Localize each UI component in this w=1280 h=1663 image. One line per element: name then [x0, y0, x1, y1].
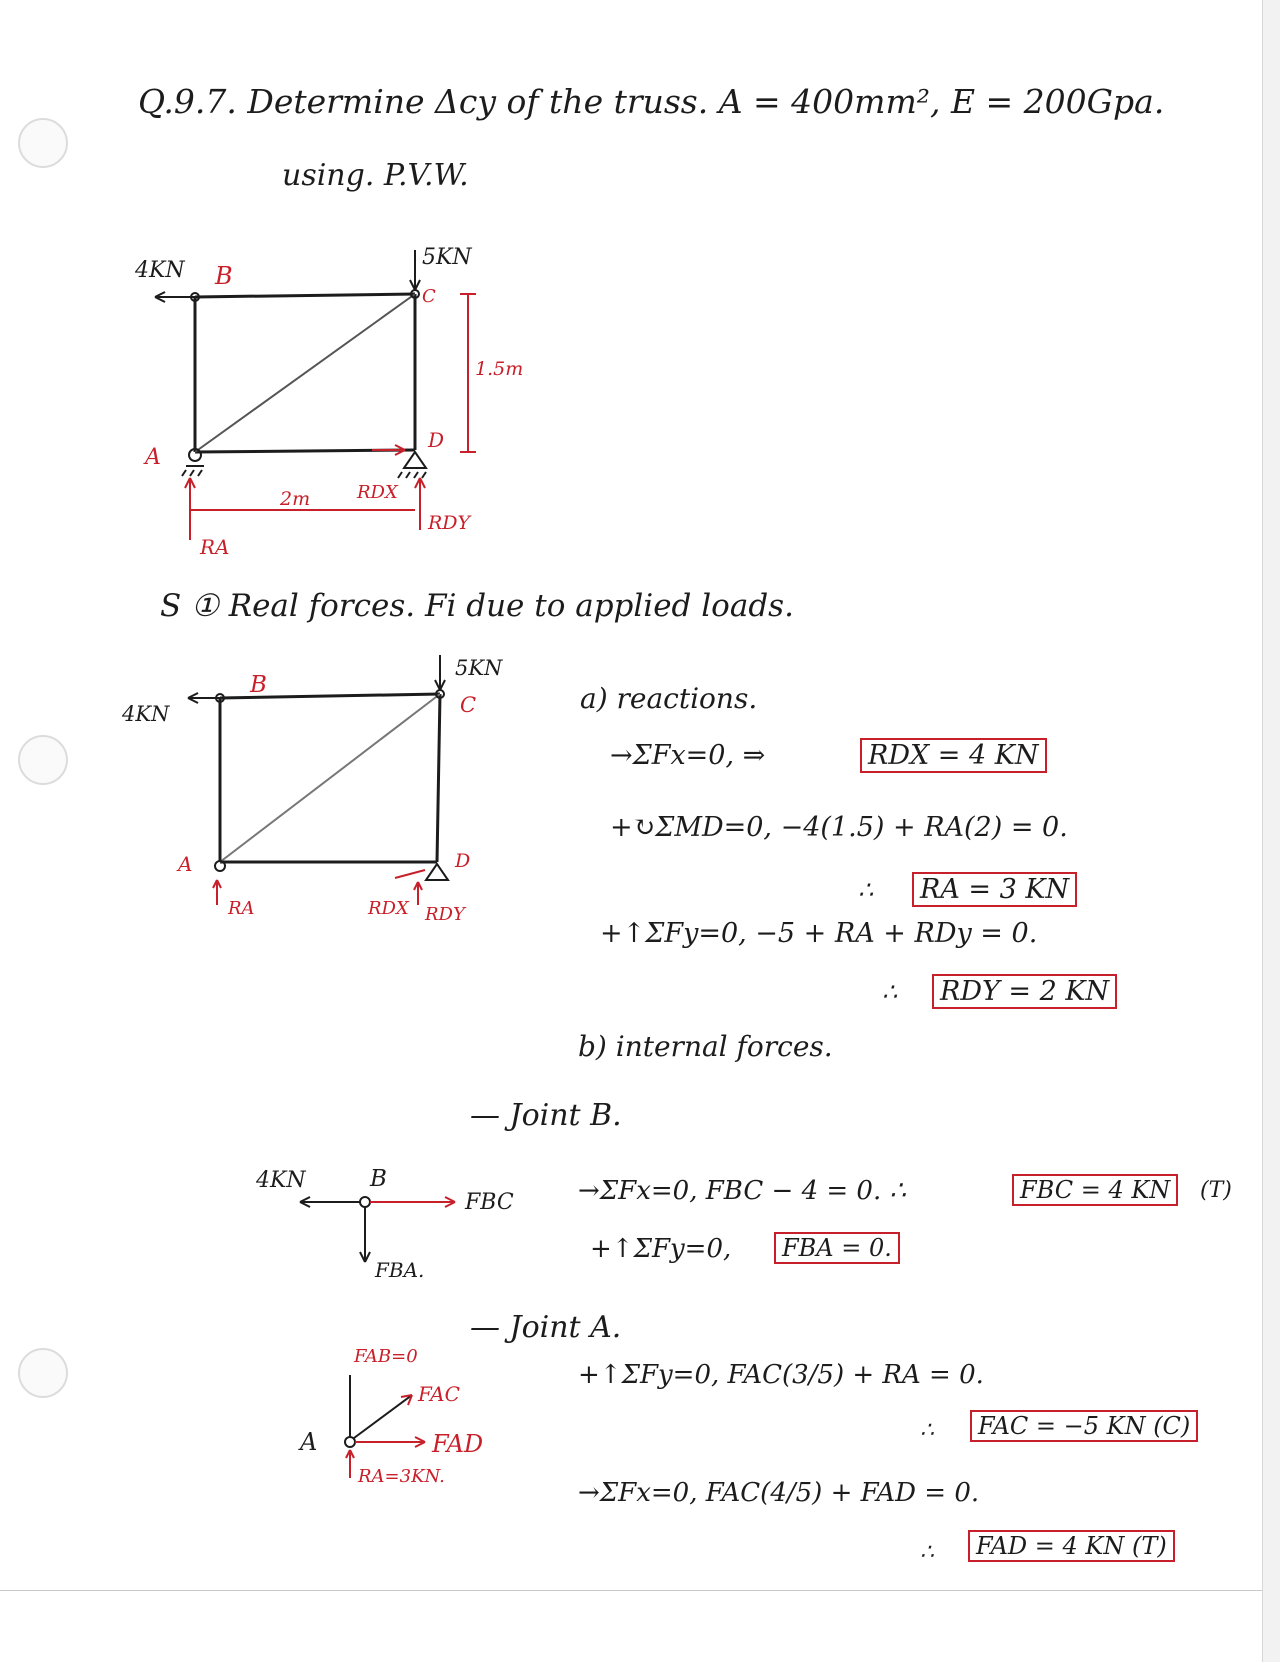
height-label: 1.5m — [475, 358, 524, 380]
jb-load-label: 4KN — [256, 1168, 306, 1193]
jb-sum-fy-eq: +↑ΣFy=0, — [590, 1234, 732, 1264]
ja-fad-label: FAD — [432, 1430, 484, 1458]
load-b-label: 4KN — [135, 258, 185, 283]
ja-ra-label: RA=3KN. — [358, 1466, 445, 1487]
ra-label: RA — [228, 898, 255, 919]
fad-result: FAD = 4 KN (T) — [968, 1530, 1175, 1562]
sum-fy-eq: +↑ΣFy=0, −5 + RA + RDy = 0. — [600, 918, 1038, 949]
jb-fba-label: FBA. — [375, 1258, 425, 1282]
joint-a-icon — [345, 1437, 355, 1447]
rdy-result: RDY = 2 KN — [932, 974, 1117, 1009]
rdx-label: RDX — [357, 482, 398, 503]
ja-fac-label: FAC — [418, 1382, 460, 1406]
fbc-tension-tag: (T) — [1200, 1178, 1232, 1203]
rdy-therefore: ∴ — [882, 978, 898, 1006]
internal-heading: b) internal forces. — [578, 1030, 833, 1063]
joint-c-label: C — [422, 286, 436, 307]
sum-md-eq: +↻ΣMD=0, −4(1.5) + RA(2) = 0. — [610, 812, 1068, 843]
ja-sum-fy-eq: +↑ΣFy=0, FAC(3/5) + RA = 0. — [578, 1360, 984, 1390]
section-title: S ① Real forces. Fi due to applied loads. — [160, 588, 794, 624]
reactions-heading: a) reactions. — [580, 682, 758, 715]
fba-result: FBA = 0. — [774, 1232, 900, 1264]
method-note: using. P.V.W. — [282, 158, 469, 193]
ja-joint-label: A — [300, 1428, 318, 1456]
load-b-label: 4KN — [122, 702, 170, 726]
joint-a-heading: — Joint A. — [470, 1310, 622, 1345]
rdy-label: RDY — [428, 512, 471, 534]
problem-title: Q.9.7. Determine Δcy of the truss. A = 400mm², E = 200Gpa. — [138, 82, 1165, 121]
rdy-label: RDY — [425, 904, 465, 925]
joint-b-heading: — Joint B. — [470, 1098, 622, 1133]
fac-arrow — [354, 1395, 412, 1438]
joint-b-label: B — [250, 672, 267, 698]
ra-label: RA — [200, 535, 230, 559]
jb-fbc-label: FBC — [465, 1190, 514, 1215]
fad-therefore: ∴ — [920, 1540, 934, 1565]
ja-sum-fx-eq: →ΣFx=0, FAC(4/5) + FAD = 0. — [578, 1478, 980, 1508]
ra-therefore: ∴ — [858, 876, 874, 904]
jb-joint-label: B — [370, 1166, 387, 1192]
ja-fab-label: FAB=0 — [354, 1346, 418, 1367]
load-c-label: 5KN — [455, 656, 503, 680]
jb-sum-fx-eq: →ΣFx=0, FBC − 4 = 0. ∴ — [578, 1176, 907, 1206]
sum-fx-eq: →ΣFx=0, ⇒ — [610, 740, 766, 771]
ra-result: RA = 3 KN — [912, 872, 1077, 907]
joint-a-label: A — [178, 852, 193, 876]
span-label: 2m — [280, 488, 311, 510]
joint-b-label: B — [215, 262, 233, 290]
fbc-result: FBC = 4 KN — [1012, 1174, 1178, 1206]
joint-d-label: D — [455, 850, 471, 872]
fac-therefore: ∴ — [920, 1418, 934, 1443]
load-c-label: 5KN — [422, 245, 472, 270]
joint-c-label: C — [460, 693, 477, 717]
rdx-label: RDX — [368, 898, 409, 919]
joint-d-label: D — [428, 428, 445, 452]
fac-result: FAC = −5 KN (C) — [970, 1410, 1198, 1442]
rdx-result: RDX = 4 KN — [860, 738, 1047, 773]
joint-a-label: A — [145, 445, 161, 470]
